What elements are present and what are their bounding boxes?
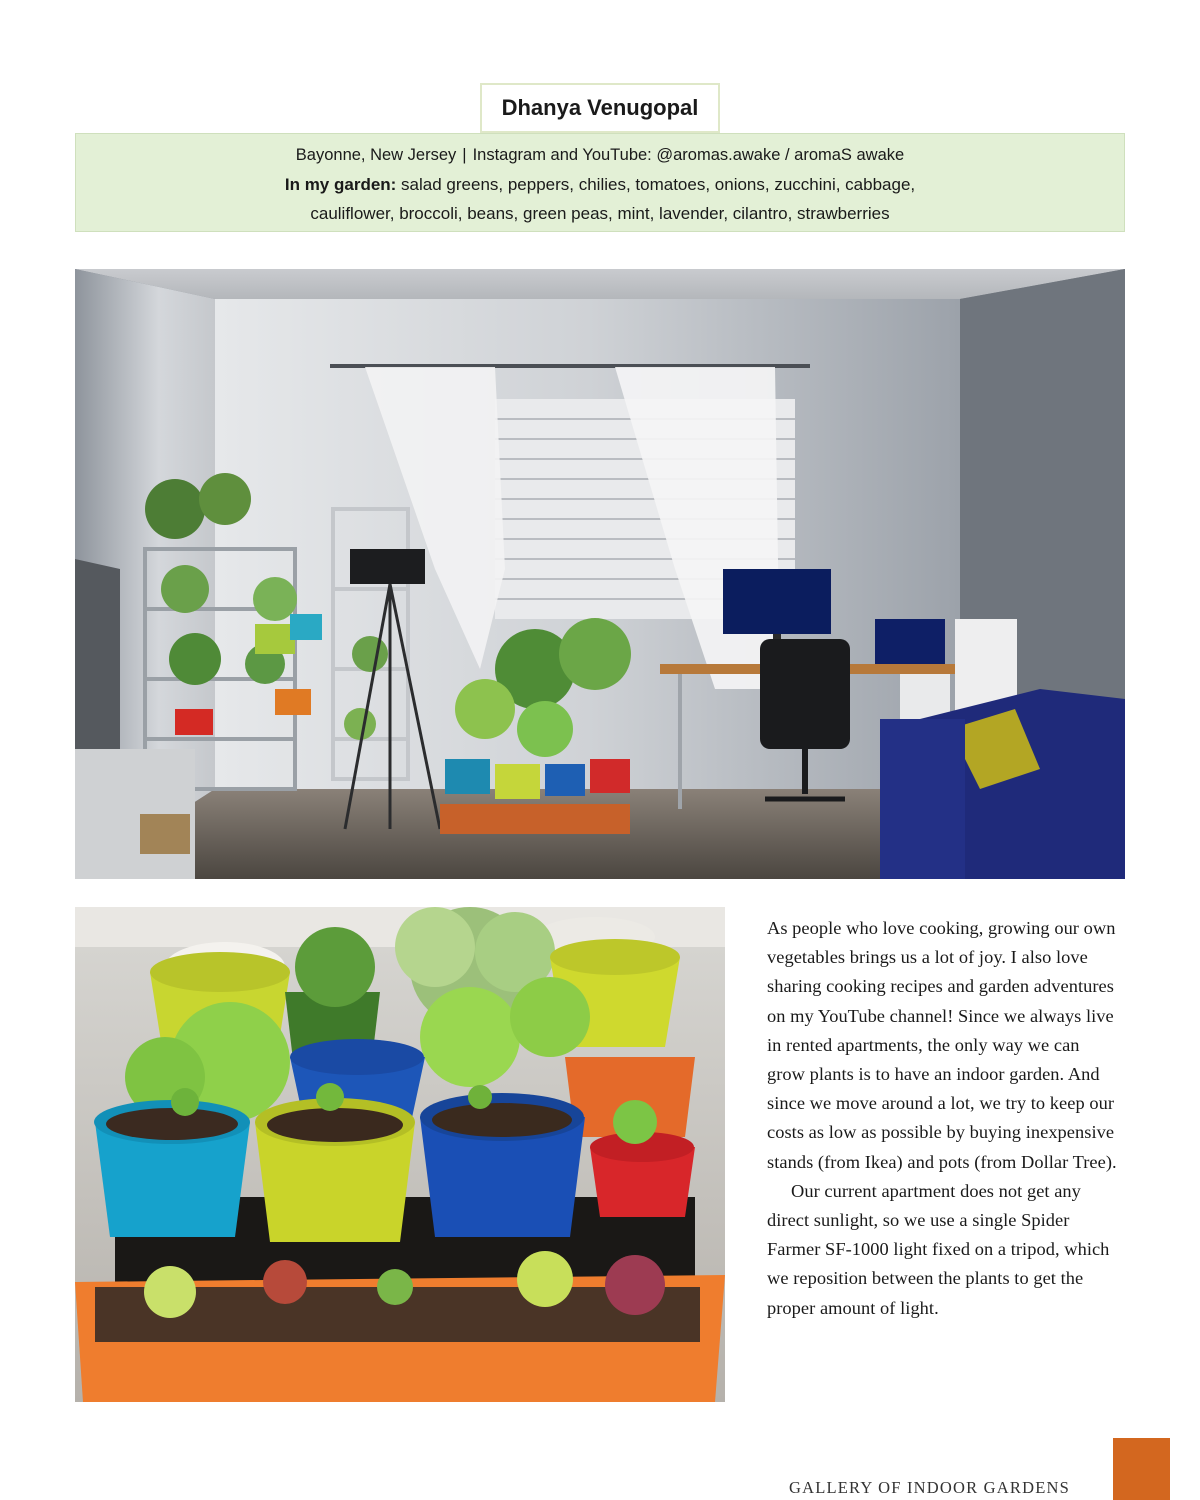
profile-location-line: [76, 141, 1124, 170]
garden-items-1: salad greens, peppers, chilies, tomatoes, onions, zucchini, cabbage,: [396, 175, 916, 194]
body-paragraph-2: Our current apartment does not get any direct sunlight, so we use a single Spider Farmer SF-1000 light fixed on a tripod, which we reposition between the plants to get the proper amount of light.: [767, 1180, 1110, 1318]
profile-garden-line: [76, 170, 1124, 199]
pots-closeup-photo: [75, 907, 725, 1402]
room-garden-illustration: [75, 269, 1125, 879]
profile-garden-line-2: [76, 199, 1124, 228]
garden-label: In my garden:: [284, 175, 397, 194]
profile-social: Instagram and YouTube: @aromas.awake / aromaS awake: [472, 146, 905, 164]
profile-name: Dhanya Venugopal: [480, 83, 720, 133]
profile-info-band: [75, 133, 1125, 232]
profile-separator: |: [462, 146, 467, 164]
running-head: GALLERY OF INDOOR GARDENS: [788, 1478, 1070, 1497]
pots-closeup-illustration: [75, 907, 725, 1402]
room-garden-photo: [75, 269, 1125, 879]
body-paragraph-1: As people who love cooking, growing our own vegetables brings us a lot of joy. I also love sharing cooking recipes and garden adventures on my YouTube channel! Since we always live in rented apartments, the only way we can grow plants is to have an indoor garden. And since we move around a lot, we try to keep our costs as low as possible by buying inexpensive stands (from Ikea) and pots (from Dollar Tree).: [767, 918, 1117, 1172]
page-tab-marker: [1113, 1438, 1170, 1500]
profile-location: Bayonne, New Jersey: [295, 146, 457, 164]
garden-items-2: cauliflower, broccoli, beans, green peas, mint, lavender, cilantro, strawberries: [310, 204, 890, 223]
article-body: [767, 914, 1119, 1323]
